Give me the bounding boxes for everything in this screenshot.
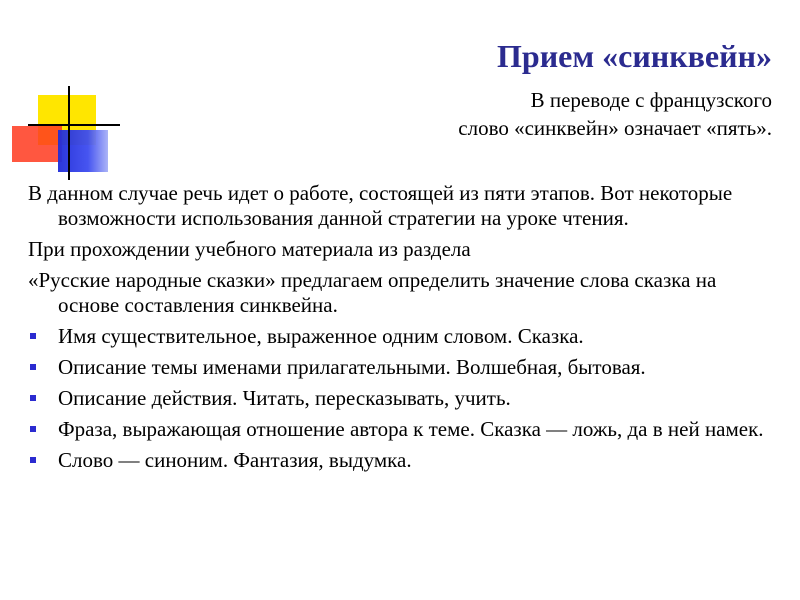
list-item	[28, 417, 780, 442]
square-bullet-icon	[30, 395, 36, 401]
list-item-text: Имя существительное, выраженное одним словом. Сказка.	[58, 324, 584, 348]
list-item	[28, 448, 780, 473]
square-bullet-icon	[30, 333, 36, 339]
square-bullet-icon	[30, 364, 36, 370]
list-item-text: Слово — синоним. Фантазия, выдумка.	[58, 448, 412, 472]
decorative-squares-logo	[0, 0, 120, 180]
blue-square	[58, 130, 108, 172]
list-item-text: Фраза, выражающая отношение автора к теме. Сказка — ложь, да в ней намек.	[58, 417, 764, 441]
paragraph: «Русские народные сказки» предлагаем определить значение слова сказка на основе составления синквейна.	[28, 268, 717, 317]
list-item	[28, 386, 780, 411]
slide-body	[28, 181, 780, 479]
list-item-text: Описание действия. Читать, пересказывать, учить.	[58, 386, 511, 410]
paragraph: В данном случае речь идет о работе, состоящей из пяти этапов. Вот некоторые возможности использования данной стратегии на уроке чтения.	[28, 181, 733, 230]
list-item	[28, 324, 780, 349]
subtitle-line-1: В переводе с французского	[530, 88, 772, 112]
subtitle-line-2: слово «синквейн» означает «пять».	[458, 116, 772, 140]
horizontal-line	[28, 124, 120, 126]
red-square	[12, 126, 62, 162]
list-item-text: Описание темы именами прилагательными. Волшебная, бытовая.	[58, 355, 646, 379]
square-bullet-icon	[30, 426, 36, 432]
vertical-line	[68, 86, 70, 180]
paragraph: При прохождении учебного материала из раздела	[28, 237, 471, 261]
slide-title: Прием «синквейн»	[497, 38, 772, 74]
square-bullet-icon	[30, 457, 36, 463]
slide-subtitle	[272, 86, 772, 142]
list-item	[28, 355, 780, 380]
